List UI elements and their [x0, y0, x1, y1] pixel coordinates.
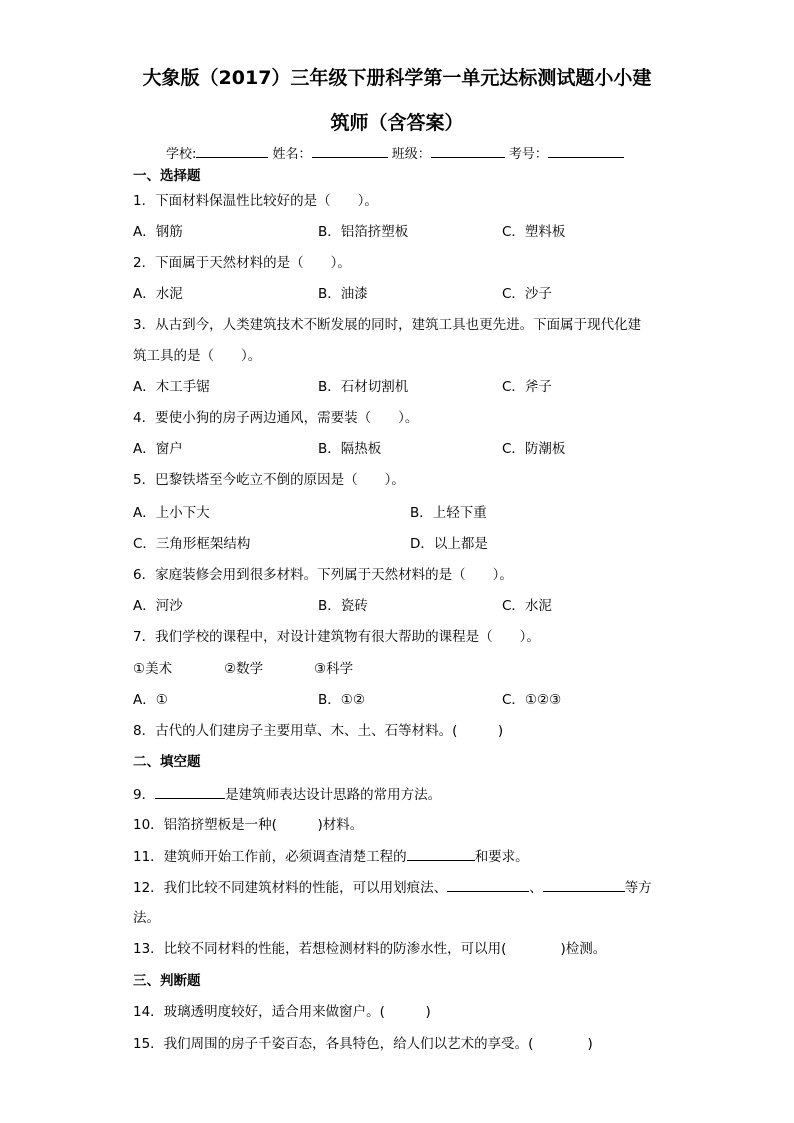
- question-6: 6．家庭装修会用到很多材料。下列属于天然材料的是（ ）。: [133, 567, 513, 583]
- q5-option-d: D．以上都是: [410, 536, 488, 552]
- question-7: 7．我们学校的课程中，对设计建筑物有很大帮助的课程是（ ）。: [133, 629, 540, 645]
- exam-number-label: 考号：: [508, 147, 548, 162]
- class-label: 班级：: [391, 147, 431, 162]
- q2-option-b: B．油漆: [318, 286, 368, 302]
- page-title-line-1: 大象版（2017）三年级下册科学第一单元达标测试题小小建: [142, 67, 652, 89]
- q1-option-c: C．塑料板: [502, 224, 566, 240]
- q1-option-a: A．钢筋: [133, 224, 183, 240]
- q12-text-before: 12．我们比较不同建筑材料的性能，可以用划痕法、: [133, 880, 448, 896]
- question-1: 1．下面材料保温性比较好的是（ ）。: [133, 193, 378, 209]
- q5-option-c: C．三角形框架结构: [133, 536, 251, 552]
- q7-option-b: B．①②: [318, 692, 365, 708]
- q11-blank: [407, 846, 475, 861]
- question-13: 13．比较不同材料的性能，若想检测材料的防渗水性，可以用( )检测。: [133, 941, 607, 957]
- q9-number: 9．: [133, 787, 156, 803]
- section-heading-true-false: 三、判断题: [133, 973, 201, 989]
- q6-option-b: B．瓷砖: [318, 598, 368, 614]
- question-11: [133, 846, 529, 867]
- q6-option-a: A．河沙: [133, 598, 183, 614]
- school-blank: [196, 144, 268, 158]
- q3-option-c: C．斧子: [502, 379, 552, 395]
- q11-text-after: 和要求。: [474, 849, 529, 865]
- q7-item-3: ③科学: [314, 661, 354, 677]
- question-10: 10．铝箔挤塑板是一种( )材料。: [133, 817, 364, 833]
- q12-text-mid: 、: [529, 880, 543, 896]
- q9-text: 是建筑师表达设计思路的常用方法。: [225, 787, 442, 803]
- question-4: 4．要使小狗的房子两边通风，需要装（ ）。: [133, 410, 419, 426]
- q7-item-1: ①美术: [133, 661, 173, 677]
- q4-option-c: C．防潮板: [502, 441, 566, 457]
- q12-blank-2: [543, 877, 625, 892]
- class-blank: [431, 144, 505, 158]
- q11-text-before: 11．建筑师开始工作前，必须调查清楚工程的: [133, 849, 407, 865]
- school-label: 学校:: [166, 147, 197, 162]
- question-15: 15．我们周围的房子千姿百态，各具特色，给人们以艺术的享受。( ): [133, 1036, 593, 1052]
- q7-option-c: C．①②③: [502, 692, 562, 708]
- question-8: 8．古代的人们建房子主要用草、木、土、石等材料。( ): [133, 723, 504, 739]
- q2-option-c: C．沙子: [502, 286, 552, 302]
- question-12-line-1: [133, 877, 652, 898]
- q2-option-a: A．水泥: [133, 286, 183, 302]
- q4-option-b: B．隔热板: [318, 441, 382, 457]
- q3-option-b: B．石材切割机: [318, 379, 409, 395]
- q7-option-a: A．①: [133, 692, 168, 708]
- q12-blank-1: [447, 877, 529, 892]
- q9-blank: [155, 784, 225, 799]
- question-14: 14．玻璃透明度较好，适合用来做窗户。( ): [133, 1004, 431, 1020]
- page-title-line-2: 筑师（含答案）: [330, 112, 464, 134]
- exam-number-blank: [548, 144, 624, 158]
- section-heading-choice: 一、选择题: [133, 168, 201, 184]
- q1-option-b: B．铝箔挤塑板: [318, 224, 409, 240]
- question-2: 2．下面属于天然材料的是（ ）。: [133, 255, 351, 271]
- q3-option-a: A．木工手锯: [133, 379, 210, 395]
- question-12-line-2: 法。: [133, 910, 160, 926]
- q4-option-a: A．窗户: [133, 441, 183, 457]
- q7-item-2: ②数学: [224, 661, 264, 677]
- name-blank: [312, 144, 388, 158]
- name-label: 姓名：: [272, 147, 312, 162]
- section-heading-fill-blank: 二、填空题: [133, 754, 201, 770]
- question-9: [133, 784, 441, 805]
- question-3-line-2: 筑工具的是（ ）。: [133, 348, 262, 364]
- q5-option-a: A．上小下大: [133, 505, 210, 521]
- question-5: 5．巴黎铁塔至今屹立不倒的原因是（ ）。: [133, 472, 405, 488]
- q6-option-c: C．水泥: [502, 598, 552, 614]
- student-info-row: [166, 144, 624, 164]
- question-3-line-1: 3．从古到今，人类建筑技术不断发展的同时，建筑工具也更先进。下面属于现代化建: [133, 317, 642, 333]
- q12-text-after: 等方: [624, 880, 652, 896]
- q5-option-b: B．上轻下重: [410, 505, 487, 521]
